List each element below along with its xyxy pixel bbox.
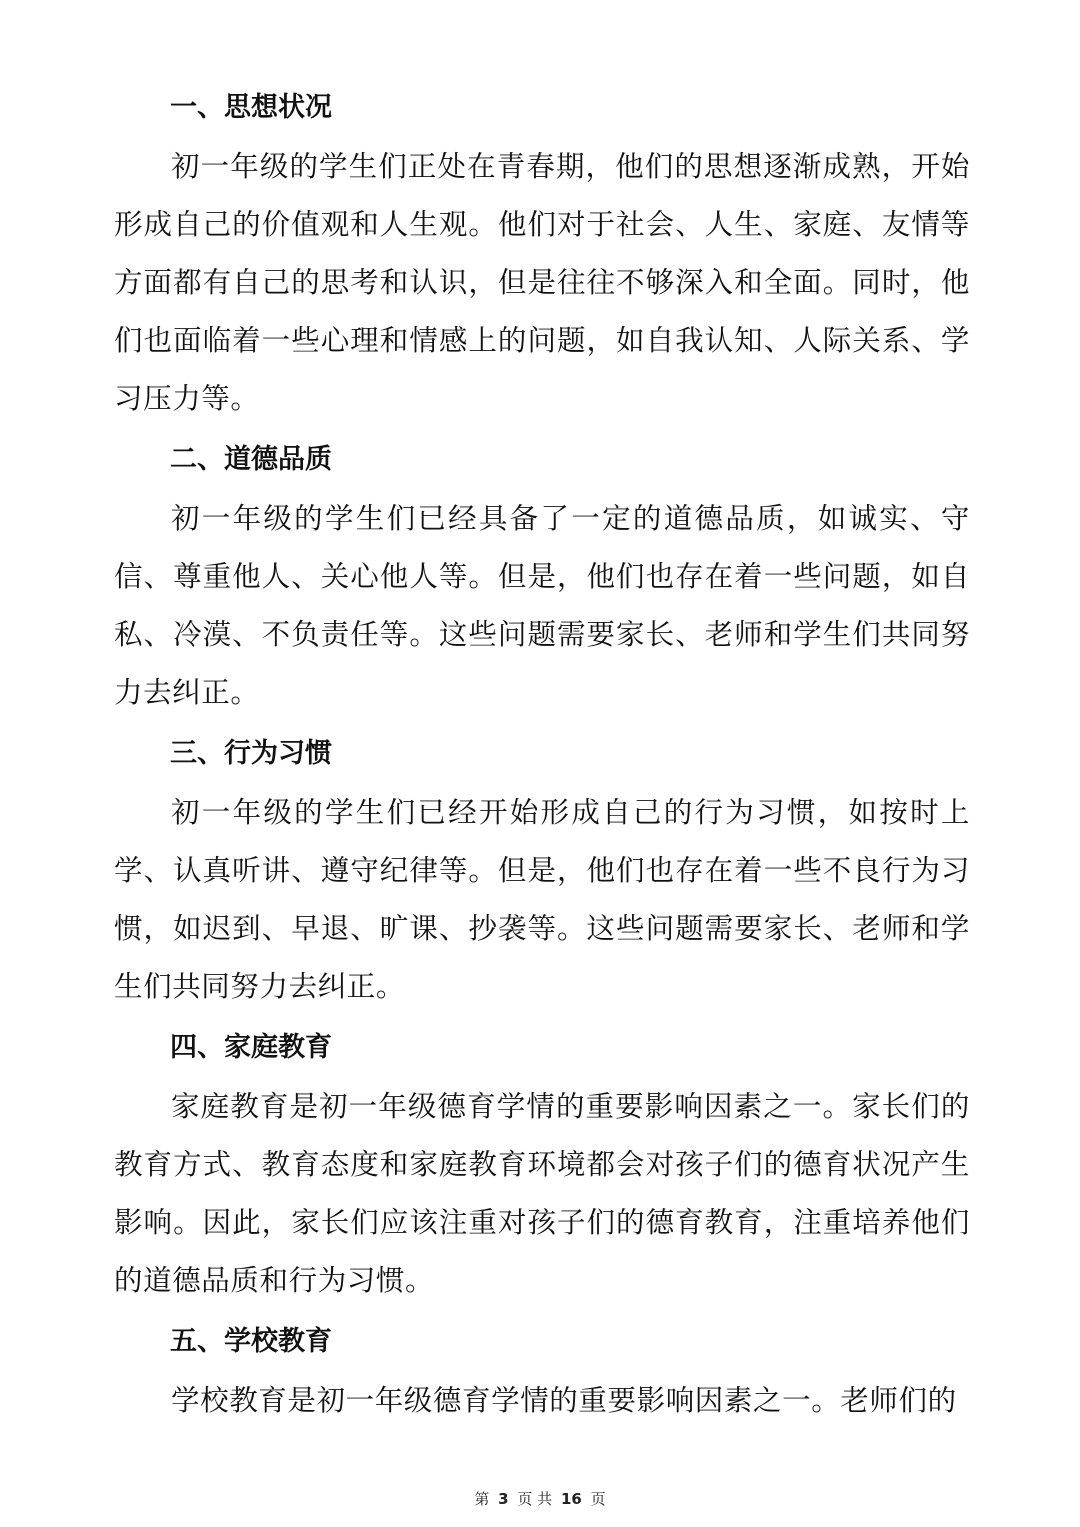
footer-suffix: 页 (590, 1490, 606, 1508)
section-paragraph: 家庭教育是初一年级德育学情的重要影响因素之一。家长们的教育方式、教育态度和家庭教育环境都会对孩子们的德育状况产生影响。因此，家长们应该注重对孩子们的德育教育，注重培养他们的道德品质和行为习惯。 (114, 1090, 970, 1297)
footer-middle: 页 共 (517, 1490, 553, 1508)
section-paragraph: 初一年级的学生们已经具备了一定的道德品质，如诚实、守信、尊重他人、关心他人等。但是，他们也存在着一些问题，如自私、冷漠、不负责任等。这些问题需要家长、老师和学生们共同努力去纠正。 (114, 502, 970, 709)
section-paragraph: 初一年级的学生们正处在青春期，他们的思想逐渐成熟，开始形成自己的价值观和人生观。他们对于社会、人生、家庭、友情等方面都有自己的思考和认识，但是往往不够深入和全面。同时，他们也面临着一些心理和情感上的问题，如自我认知、人际关系、学习压力等。 (114, 150, 970, 415)
section-paragraph: 学校教育是初一年级德育学情的重要影响因素之一。老师们的 (171, 1384, 957, 1417)
section-heading: 四、家庭教育 (170, 1032, 332, 1063)
footer-prefix: 第 (474, 1490, 490, 1508)
section-heading: 五、学校教育 (170, 1326, 332, 1357)
section-paragraph: 初一年级的学生们已经开始形成自己的行为习惯，如按时上学、认真听讲、遵守纪律等。但是，他们也存在着一些不良行为习惯，如迟到、早退、旷课、抄袭等。这些问题需要家长、老师和学生们共同努力去纠正。 (114, 796, 970, 1003)
document-body (114, 78, 970, 1432)
current-page-number: 3 (498, 1490, 509, 1508)
page-footer (0, 1488, 1080, 1509)
section-heading: 三、行为习惯 (170, 738, 332, 769)
total-page-count: 16 (560, 1490, 582, 1508)
section-heading: 二、道德品质 (170, 444, 332, 475)
section-heading: 一、思想状况 (170, 92, 332, 123)
